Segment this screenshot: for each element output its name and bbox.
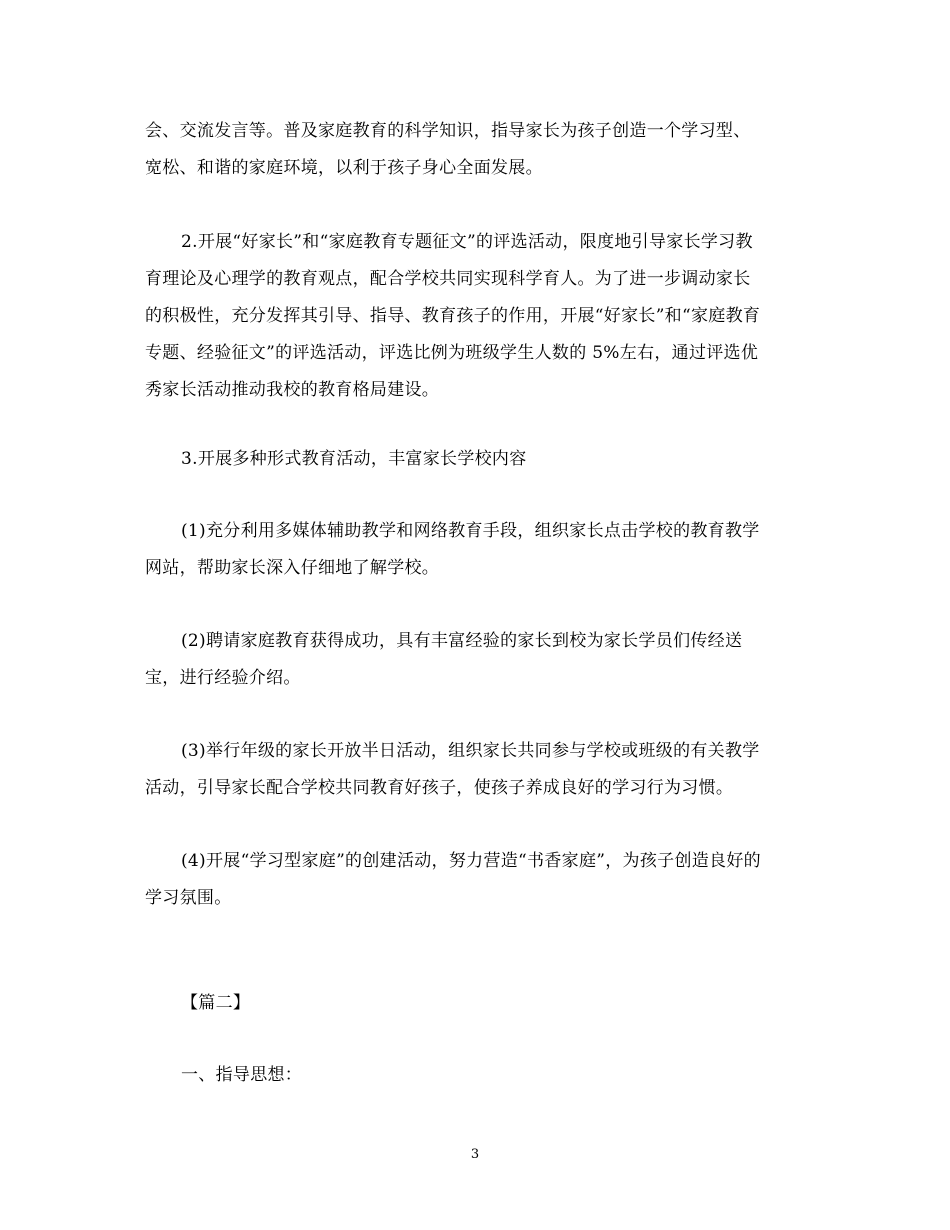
text-line: 2.开展“好家长”和“家庭教育专题征文”的评选活动，限度地引导家长学习教 <box>181 232 753 252</box>
text-line: (3)举行年级的家长开放半日活动，组织家长共同参与学校或班级的有关教学 <box>181 741 760 761</box>
text-line: 活动，引导家长配合学校共同教育好孩子，使孩子养成良好的学习行为习惯。 <box>145 778 734 798</box>
paragraph-continuation <box>145 113 815 187</box>
text-line: 学习氛围。 <box>145 888 232 908</box>
text-line: 一、指导思想： <box>181 1065 303 1085</box>
text-line: 【篇二】 <box>181 993 251 1013</box>
section-heading <box>145 985 815 1022</box>
paragraph-sub-3 <box>145 733 815 807</box>
page-number: 3 <box>470 1147 480 1162</box>
paragraph-item-3 <box>145 441 815 478</box>
text-line: 的积极性，充分发挥其引导、指导、教育孩子的作用，开展“好家长”和“家庭教育 <box>145 306 761 326</box>
paragraph-sub-1 <box>145 513 815 587</box>
text-line: 会、交流发言等。普及家庭教育的科学知识，指导家长为孩子创造一个学习型、 <box>145 121 751 141</box>
text-line: (2)聘请家庭教育获得成功，具有丰富经验的家长到校为家长学员们传经送 <box>181 631 743 651</box>
text-line: 专题、经验征文”的评选活动，评选比例为班级学生人数的 5%左右，通过评选优 <box>145 343 759 363</box>
text-line: 网站，帮助家长深入仔细地了解学校。 <box>145 558 440 578</box>
subsection-heading <box>145 1057 815 1094</box>
text-line: (4)开展“学习型家庭”的创建活动，努力营造“书香家庭”，为孩子创造良好的 <box>181 851 761 871</box>
paragraph-item-2 <box>145 224 815 409</box>
text-line: (1)充分利用多媒体辅助教学和网络教育手段，组织家长点击学校的教育教学 <box>181 521 760 541</box>
paragraph-sub-2 <box>145 623 815 697</box>
text-line: 宽松、和谐的家庭环境，以利于孩子身心全面发展。 <box>145 158 543 178</box>
text-line: 育理论及心理学的教育观点，配合学校共同实现科学育人。为了进一步调动家长 <box>145 269 751 289</box>
paragraph-sub-4 <box>145 843 815 917</box>
text-line: 秀家长活动推动我校的教育格局建设。 <box>145 380 440 400</box>
text-line: 3.开展多种形式教育活动，丰富家长学校内容 <box>181 449 527 469</box>
text-line: 宝，进行经验介绍。 <box>145 668 301 688</box>
